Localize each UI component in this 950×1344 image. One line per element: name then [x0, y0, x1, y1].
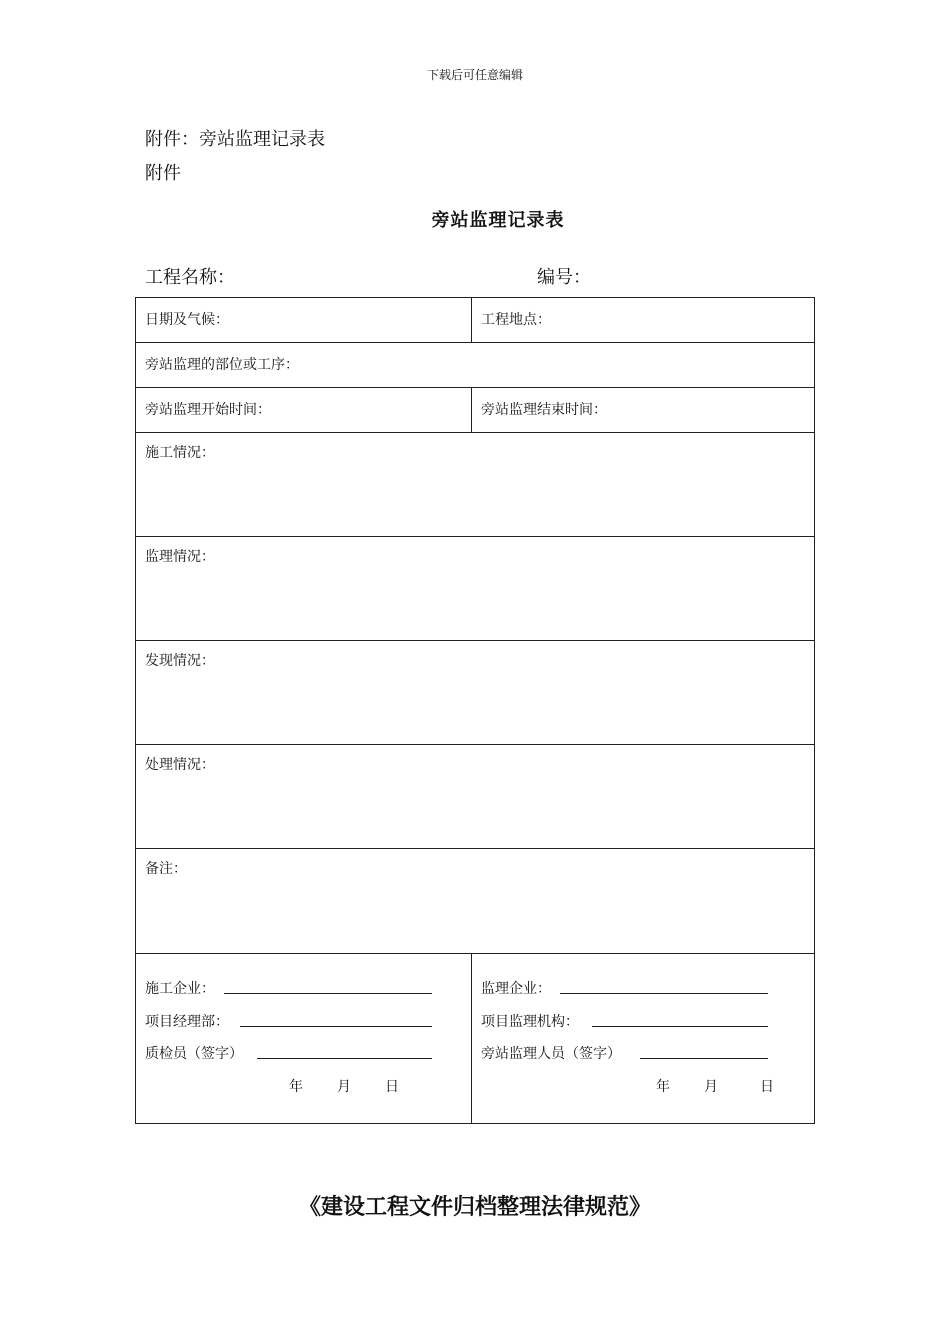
start-time-field[interactable]: 旁站监理开始时间： — [145, 402, 271, 418]
remarks-field[interactable]: 备注： — [145, 861, 187, 877]
construction-company-label: 施工企业： — [145, 981, 215, 997]
row-findings — [136, 641, 814, 745]
left-date-day: 日 — [385, 1079, 399, 1095]
row-date-site — [136, 298, 814, 343]
right-date-month: 月 — [704, 1079, 718, 1095]
right-date-day: 日 — [760, 1079, 774, 1095]
supervision-company-line[interactable] — [560, 993, 768, 994]
handling-field[interactable]: 处理情况： — [145, 757, 215, 773]
record-form — [135, 297, 815, 1124]
footer-title: 《建设工程文件归档整理法律规范》 — [298, 1195, 651, 1220]
findings-field[interactable]: 发现情况： — [145, 653, 215, 669]
site-field[interactable]: 工程地点： — [481, 312, 551, 328]
supervisor-label: 旁站监理人员（签字） — [481, 1046, 621, 1062]
header-note: 下载后可任意编辑 — [426, 68, 523, 82]
project-supervision-org-line[interactable] — [592, 1026, 768, 1027]
form-title: 旁站监理记录表 — [431, 210, 565, 231]
attachment-line: 附件：旁站监理记录表 — [145, 129, 325, 150]
attachment-label: 附件 — [145, 163, 181, 184]
right-date-year: 年 — [656, 1079, 670, 1095]
row-construction — [136, 433, 814, 537]
left-date-year: 年 — [289, 1079, 303, 1095]
column-divider — [471, 388, 472, 432]
project-dept-line[interactable] — [240, 1026, 432, 1027]
inspector-label: 质检员（签字） — [145, 1046, 243, 1062]
project-dept-label: 项目经理部： — [145, 1014, 229, 1030]
construction-company-line[interactable] — [224, 993, 432, 994]
row-times — [136, 388, 814, 433]
end-time-field[interactable]: 旁站监理结束时间： — [481, 402, 607, 418]
supervisor-signature-line[interactable] — [640, 1058, 768, 1059]
column-divider — [471, 298, 472, 342]
supervision-status-field[interactable]: 监理情况： — [145, 549, 215, 565]
part-process-field[interactable]: 旁站监理的部位或工序： — [145, 357, 299, 373]
row-signatures — [136, 954, 814, 1124]
supervision-company-label: 监理企业： — [481, 981, 551, 997]
row-supervision — [136, 537, 814, 641]
row-handling — [136, 745, 814, 849]
inspector-signature-line[interactable] — [257, 1058, 432, 1059]
row-part-process — [136, 343, 814, 388]
project-supervision-org-label: 项目监理机构： — [481, 1014, 579, 1030]
project-name-label: 工程名称： — [145, 267, 235, 288]
row-remarks — [136, 849, 814, 954]
construction-status-field[interactable]: 施工情况： — [145, 445, 215, 461]
left-date-month: 月 — [337, 1079, 351, 1095]
date-weather-field[interactable]: 日期及气候： — [145, 312, 229, 328]
code-label: 编号： — [537, 267, 591, 288]
column-divider — [471, 954, 472, 1124]
